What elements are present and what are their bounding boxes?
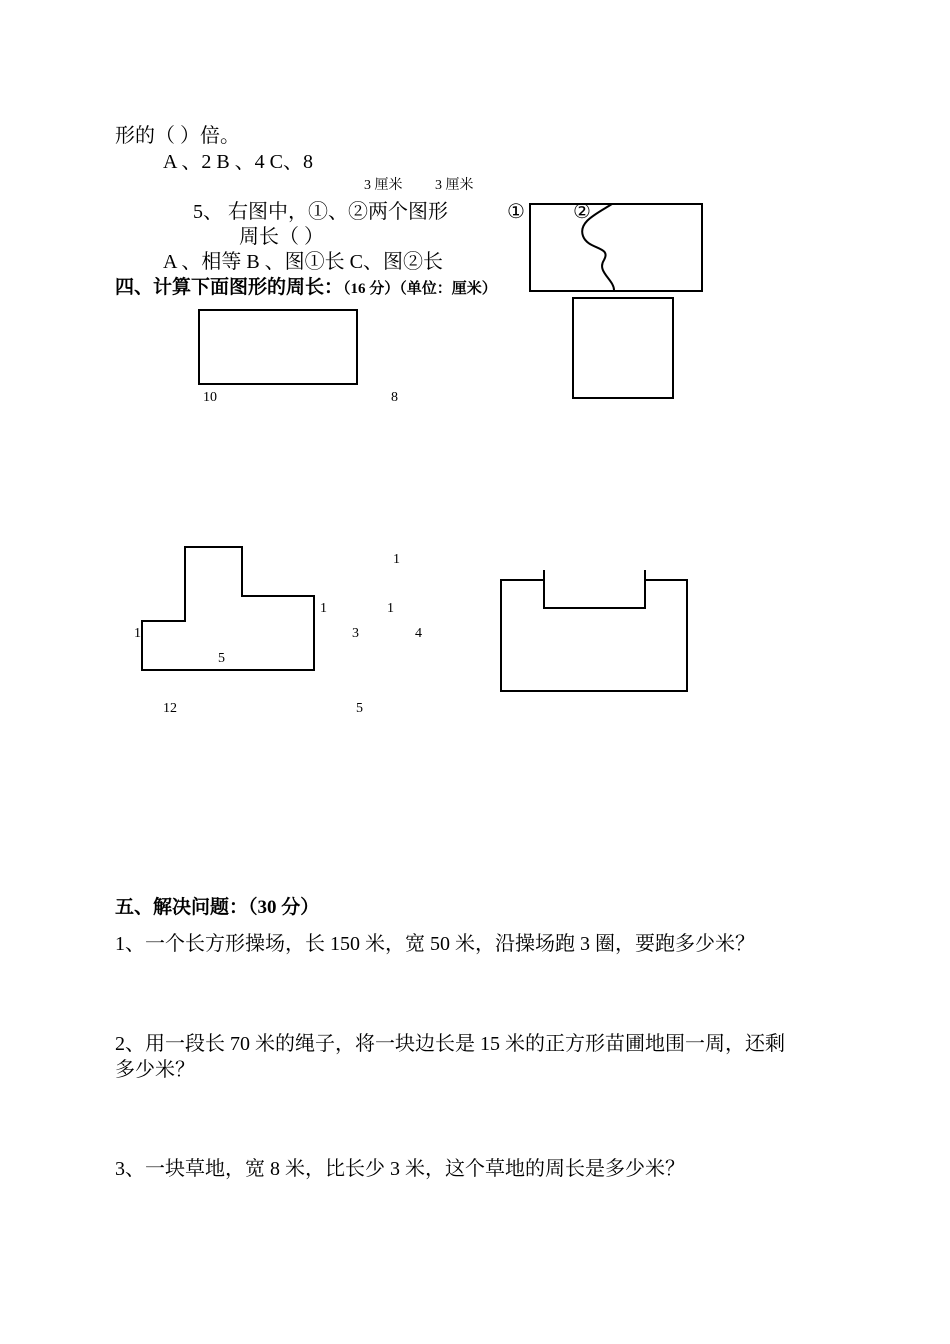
section4-score: （16 分）（单位：厘米）	[343, 281, 497, 297]
q5-dim-label-2: 3 厘米	[435, 178, 474, 193]
section5-heading: 五、解决问题：（30 分）	[115, 897, 320, 918]
rectangle-width-label: 8	[391, 390, 398, 405]
notched-dim-label-a: 1	[393, 552, 400, 567]
notched-dim-label-c: 3	[352, 626, 359, 641]
notched-rectangle-figure	[501, 580, 687, 691]
q5-split-rectangle-figure	[530, 201, 702, 291]
problem-2-line1: 2、用一段长 70 米的绳子，将一块边长是 15 米的正方形苗圃地围一周，还剩	[115, 1033, 785, 1055]
q5-figure-mark-1: ①	[507, 201, 525, 223]
notched-dim-label-d: 4	[415, 626, 422, 641]
square-figure	[573, 298, 673, 398]
stepped-dim-label-c: 5	[218, 651, 225, 666]
stepped-dim-label-a: 1	[320, 601, 327, 616]
q5-options: A 、相等 B 、图①长 C、图②长	[163, 251, 444, 273]
problem-3: 3、一块草地，宽 8 米，比长少 3 米，这个草地的周长是多少米？	[115, 1158, 685, 1180]
problem-1: 1、一个长方形操场，长 150 米，宽 50 米，沿操场跑 3 圈，要跑多少米？	[115, 933, 755, 955]
q4-options: A 、2 B 、4 C、8	[163, 151, 314, 173]
q5-question-line2: 周长（ ）	[239, 226, 324, 248]
stepped-dim-label-d: 12	[163, 701, 177, 716]
problem-2-line2: 多少米？	[115, 1059, 195, 1081]
section4-title: 四、计算下面图形的周长：	[115, 277, 344, 298]
stepped-shape-figure	[142, 547, 314, 670]
q5-wavy-divider	[582, 204, 614, 291]
q5-outer-rectangle	[530, 201, 702, 291]
rectangle-length-label: 10	[203, 390, 217, 405]
notched-dim-label-e: 5	[356, 701, 363, 716]
q5-figure-mark-2: ②	[573, 201, 591, 223]
q4-text-end: 形的（ ）倍。	[115, 125, 240, 147]
rectangle-figure	[199, 310, 357, 384]
q5-question-line1: 5、 右图中，①、②两个图形	[193, 201, 448, 223]
q5-dim-label-1: 3 厘米	[364, 178, 403, 193]
notched-dim-label-b: 1	[387, 601, 394, 616]
stepped-dim-label-b: 1	[134, 626, 141, 641]
